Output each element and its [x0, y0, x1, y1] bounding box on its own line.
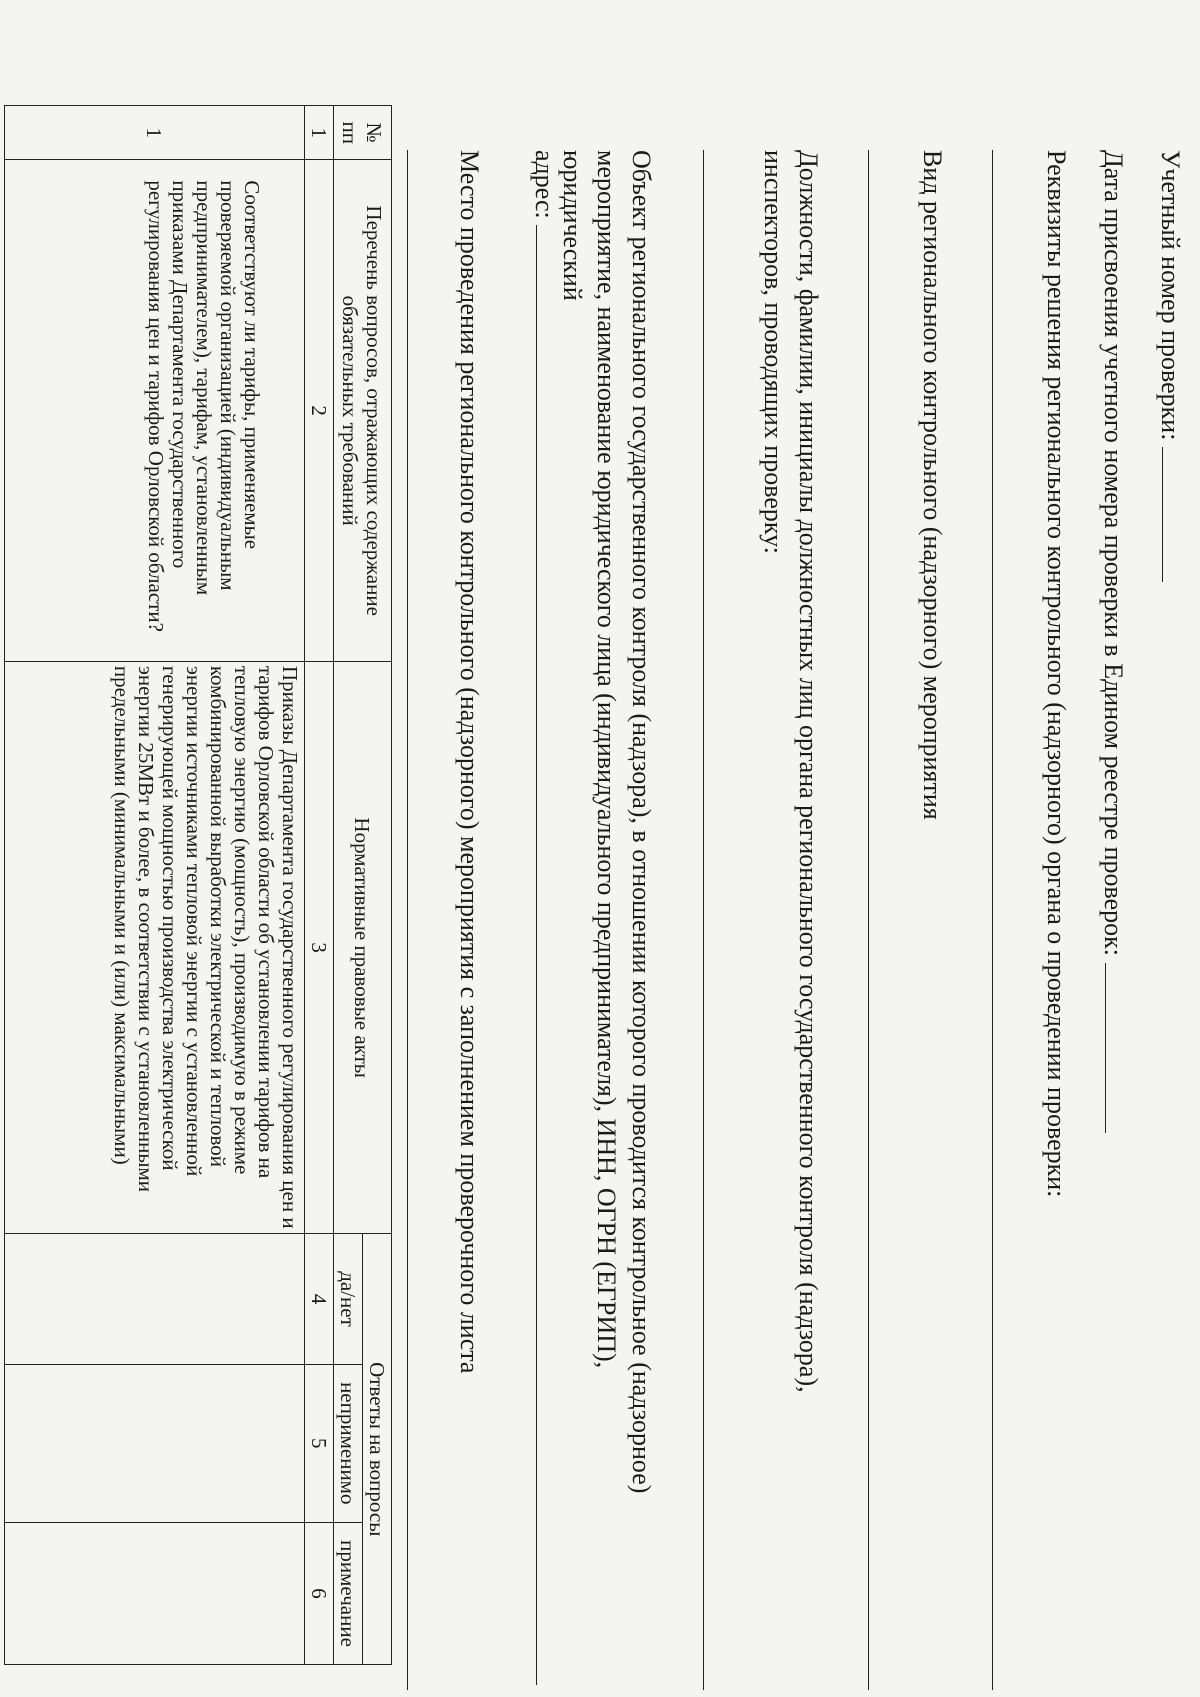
inspectors-blank[interactable] — [703, 150, 704, 1690]
row-answer-yesno[interactable] — [5, 1234, 305, 1364]
header-row — [363, 106, 392, 1665]
object-line-4 — [528, 150, 560, 1685]
header-yesno: да/нет — [334, 1234, 363, 1364]
inspectors-line-2: инспекторов, проводящих проверку: — [759, 150, 788, 555]
event-type-blank[interactable] — [868, 150, 869, 1690]
check-number-line — [1154, 150, 1186, 582]
place-label: Место проведения регионального контрольного (надзорного) мероприятия с заполнением проверочного листа — [455, 150, 484, 1374]
registry-date-line — [1097, 150, 1129, 1133]
checklist-table — [4, 105, 392, 1665]
registry-date-label: Дата присвоения учетного номера проверки в Едином реестре проверок: — [1099, 150, 1128, 957]
col-number-1: 1 — [305, 106, 334, 160]
column-number-row — [305, 106, 334, 1665]
object-address-blank[interactable] — [536, 225, 559, 1685]
decision-details-label: Реквизиты решения регионального контрольного (надзорного) органа о проведении проверки: — [1042, 150, 1071, 1198]
header-note: примечание — [334, 1523, 363, 1665]
col-number-2: 2 — [305, 160, 334, 662]
object-address-label: адрес: — [530, 150, 559, 219]
inspectors-line-1: Должности, фамилии, инициалы должностных лиц органа регионального государственного контроля (надзора), — [794, 150, 823, 1393]
header-answers: Ответы на вопросы — [363, 1234, 392, 1665]
check-number-label: Учетный номер проверки: — [1156, 150, 1185, 441]
col-number-3: 3 — [305, 661, 334, 1234]
registry-date-blank[interactable] — [1105, 963, 1128, 1133]
decision-details-blank[interactable] — [992, 150, 993, 1690]
header-acts: Нормативные правовые акты — [334, 661, 392, 1234]
header-questions: Перечень вопросов, отражающих содержание обязательных требований — [334, 160, 392, 662]
object-line-3: юридический — [558, 150, 587, 301]
object-line-2: мероприятие, наименование юридического лица (индивидуального предпринимателя), ИНН, ОГРН (ЕГРИП), — [592, 150, 621, 1369]
header-na: неприменимо — [334, 1364, 363, 1523]
col-number-4: 4 — [305, 1234, 334, 1364]
place-blank[interactable] — [407, 150, 408, 1690]
table-row — [5, 106, 305, 1665]
row-answer-na[interactable] — [5, 1364, 305, 1523]
row-act: Приказы Департамента государственного регулирования цен и тарифов Орловской области об установлении тарифов на тепловую энергию (мощность), производимую в режиме комбинированной выработки электрической и тепловой энергии источниками тепловой энергии с установленной генерирующей мощностью производства электрической энергии 25МВт и более, в соответствии с установленными предельными (минимальными и (или) максимальными) — [5, 661, 305, 1234]
event-type-label: Вид регионального контрольного (надзорного) мероприятия — [918, 150, 947, 820]
row-question: Соответствуют ли тарифы, применяемые проверяемой организацией (индивидуальным предпринимателем), тарифам, установленным приказами Департамента государственного регулирования цен и тарифов Орловской области? — [5, 160, 305, 662]
check-number-blank[interactable] — [1162, 447, 1185, 582]
row-answer-note[interactable] — [5, 1523, 305, 1665]
header-num: № пп — [334, 106, 392, 160]
row-num: 1 — [5, 106, 305, 160]
object-line-1: Объект регионального государственного контроля (надзора), в отношении которого проводится контрольное (надзорное) — [627, 150, 656, 1494]
col-number-6: 6 — [305, 1523, 334, 1665]
col-number-5: 5 — [305, 1364, 334, 1523]
